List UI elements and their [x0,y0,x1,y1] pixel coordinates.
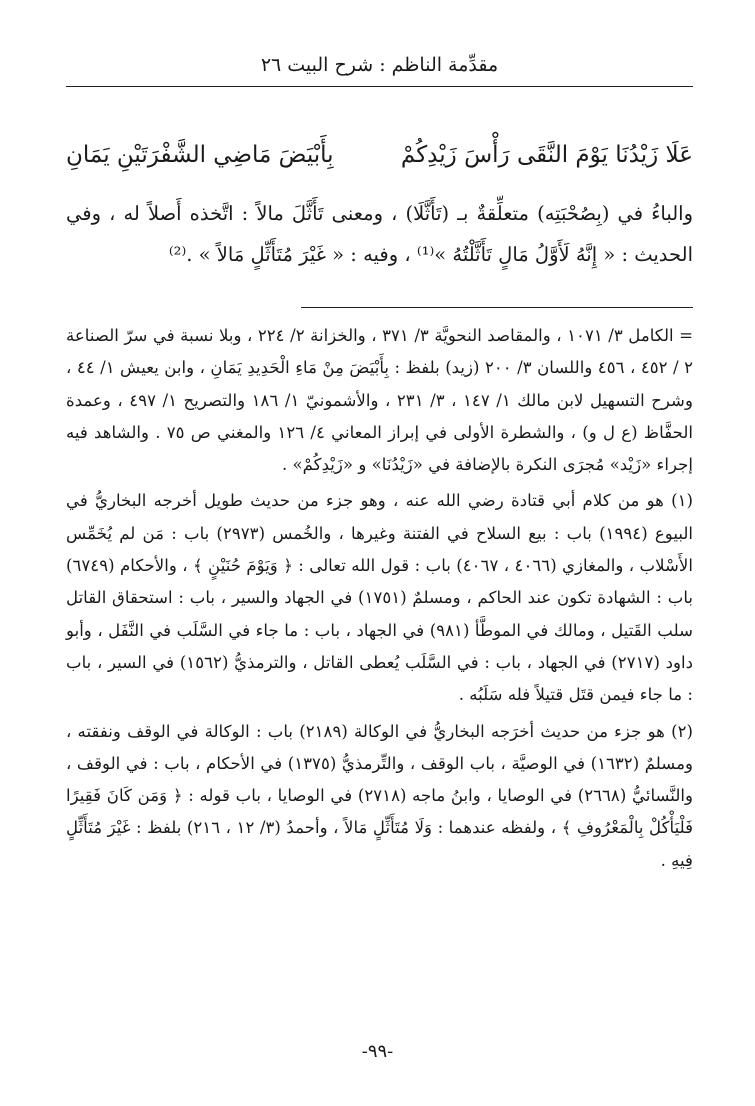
footnote-separator [301,307,693,308]
header-title: مقدِّمة الناظم : شرح البيت ٢٦ [260,54,499,76]
poetry-verse [66,135,693,175]
footnote-continuation: = الكامل ٣/ ١٠٧١ ، والمقاصد النحويَّة ٣/ ٣٧١ ، والخزانة ٢/ ٢٢٤ ، وبلا نسبة في سرّ الصناعة ٢ / ٤٥٢ ، ٤٥٦ واللسان ٣/ ٢٠٠ (زيد) بلفظ : بِأَبْيَضَ مِنْ مَاءِ الْحَدِيدِ يَمَانِ ، وابن يعيش ١/ ٤٤ ، وشرح التسهيل لابن مالك ١/ ١٤٧ ، ٣/ ٢٣١ ، والأشمونيّ ١/ ١٨٦ والتصريح ١/ ٤٩٧ ، وعمدة الحفَّاظ (ع ل و) ، والشطرة الأولى في إبراز المعاني ٤/ ١٢٦ والمغني ص ٧٥ . والشاهد فيه إجراء «زَيْد» مُجرَى النكرة بالإضافة في «زَيْدُنَا» و «زَيْدِكُمْ» . [66,326,693,475]
page-number: -٩٩- [361,1041,394,1062]
running-header [66,48,693,87]
footnote-2: (٢) هو جزء من حديث أخرَجه البخاريُّ في الوكالة (٢١٨٩) باب : الوكالة في الوقف ونفقته ، ومسلمٌ (١٦٣٢) في الوصيَّة ، باب الوقف ، والتِّرمذيُّ (١٣٧٥) في الأحكام ، باب : في الوقف ، والنَّسائيُّ (٢٦٦٨) في الوصايا ، وابنُ ماجه (٢٧١٨) في الوصايا ، باب قوله : ﴿ وَمَن كَانَ فَقِيرًا فَلْيَأْكُلْ بِالْمَعْرُوفِ ﴾ ، ولفظه عندهما : وَلَا مُتَأَثِّلٍ مَالاً ، وأحمدُ (٣/ ١٢ ، ٢١٦) بلفظ : غَيْرَ مُتَأَثِّلٍ فِيهِ . [66,721,694,870]
verse-second-hemistich: بِأَبْيَضَ مَاضِي الشَّفْرَتَيْنِ يَمَانِ [66,142,334,168]
footnotes [66,320,693,877]
verse-first-hemistich: عَلَا زَيْدُنَا يَوْمَ النَّقَى رَأْسَ زَيْدِكُمْ [400,142,693,168]
footnote-1: (١) هو من كلام أبي قتادة رضي الله عنه ، وهو جزء من حديث طويل أخرجه البخاريُّ في البيوع (١٩٩٤) باب : بيع السلاح في الفتنة وغيرها ، والخُمس (٢٩٧٣) باب : مَن لم يُخَمِّس الأَسْلاب ، والمغازي (٤٠٦٦ ، ٤٠٦٧) باب : قول الله تعالى : ﴿ وَيَوْمَ حُنَيْنٍ ﴾ ، والأحكام (٦٧٤٩) باب : الشهادة تكون عند الحاكم ، ومسلمٌ (١٧٥١) في الجهاد والسير ، باب : استحقاق القاتل سلب القَتيل ، ومالك في الموطَّأ (٩٨١) في الجهاد ، باب : ما جاء في السَّلَب في النَّفَل ، وأبو داود (٢٧١٧) في الجهاد ، باب : في السَّلَب يُعطى القاتل ، والترمذيُّ (١٥٦٢) في السير ، باب : ما جاء فيمن قتَل قتيلاً فله سَلَبُه . [66,491,694,705]
main-paragraph: والباءُ في (بِصُحْبَتِه) متعلِّقةٌ بـ (تَأَثَّلَا) ، ومعنى تَأَثَّلَ مالاً : اتَّخذه أَصلاً له ، وفي الحديث : « إِنَّهُ لَأَوَّلُ مَالٍ تَأَثَّلْتُهُ »⁽¹⁾ ، وفيه : « غَيْرَ مُتَأَثِّلٍ مَالاً » .⁽²⁾ [66,202,693,266]
